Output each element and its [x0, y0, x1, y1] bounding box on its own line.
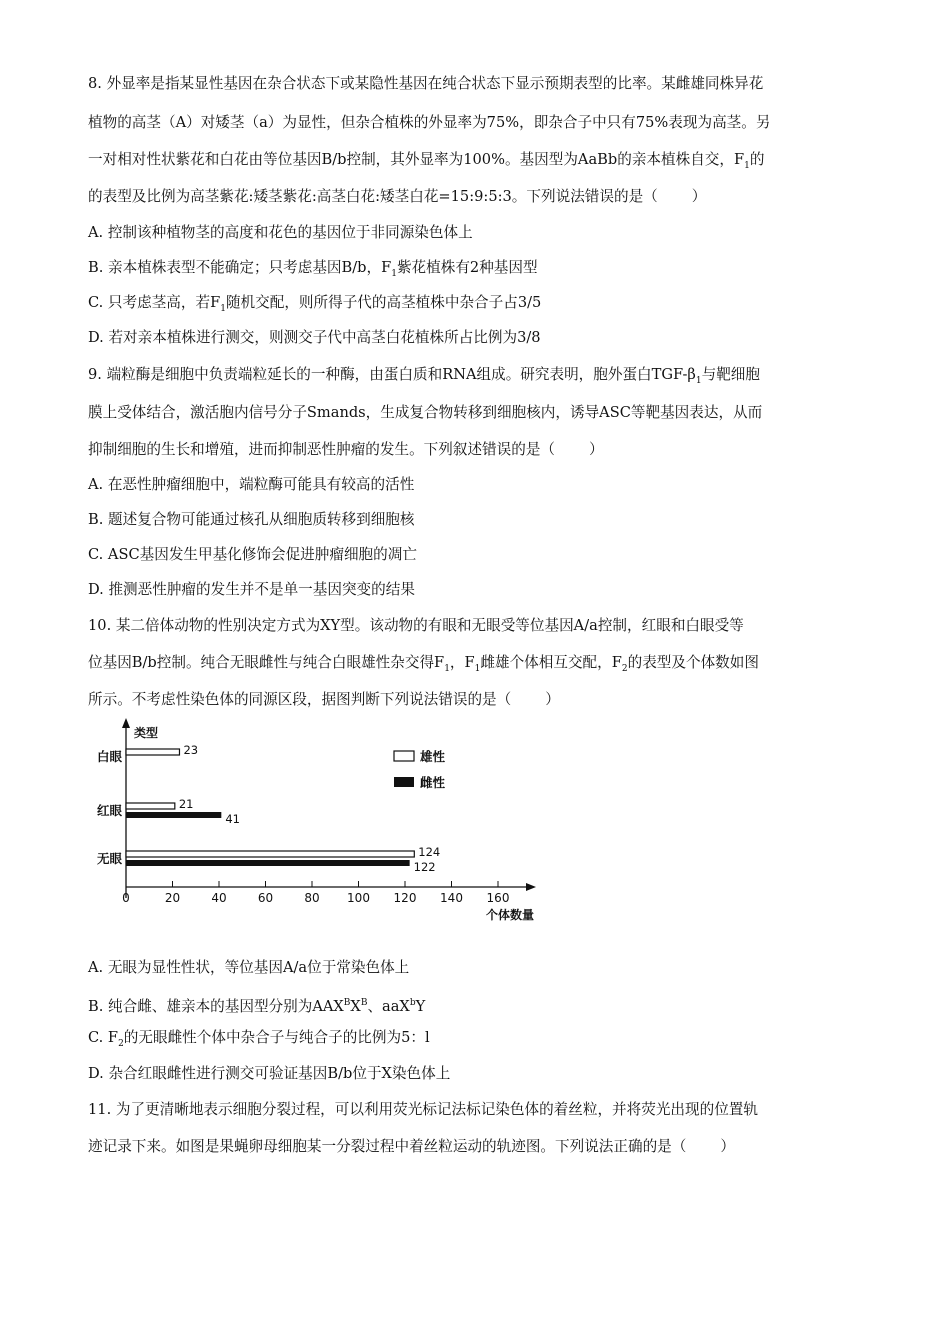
x-tick-label: 80: [304, 891, 320, 905]
bar-male: [126, 749, 179, 755]
q10-stem-line-3: 所示。不考虑性染色体的同源区段，据图判断下列说法错误的是（ ）: [88, 691, 560, 708]
x-tick-label: 160: [486, 891, 510, 905]
q8-option-c: C. 只考虑茎高，若$F_1$随机交配，则所得子代的高茎植株中杂合子占3/5: [88, 294, 542, 314]
q8-option-a: A. 控制该种植物茎的高度和花色的基因位于非同源染色体上: [88, 224, 473, 241]
x-axis-arrow: [526, 883, 536, 891]
q9-stem-line-3: 抑制细胞的生长和增殖，进而抑制恶性肿瘤的发生。下列叙述错误的是（ ）: [88, 441, 604, 458]
q11-stem-line-2: 迹记录下来。如图是果蝇卵母细胞某一分裂过程中着丝粒运动的轨迹图。下列说法正确的是（ ）: [88, 1138, 735, 1155]
q8-option-b: B. 亲本植株表型不能确定；只考虑基因B/b，$F_1$紫花植株有2种基因型: [88, 259, 538, 279]
q9-option-d: D. 推测恶性肿瘤的发生并不是单一基因突变的结果: [88, 581, 415, 598]
q10-stem-line-2: 位基因B/b控制。纯合无眼雌性与纯合白眼雄性杂交得$F_1$，$F_1$雌雄个体相互交配，$F_2$的表型及个体数如图: [88, 654, 759, 674]
category-label: 红眼: [96, 803, 122, 818]
phenotype-bar-chart: [88, 716, 548, 926]
legend-swatch-male: [394, 751, 414, 761]
x-tick-label: 20: [164, 891, 181, 905]
bar-male: [126, 851, 414, 857]
q9-option-c: C. ASC基因发生甲基化修饰会促进肿瘤细胞的凋亡: [88, 546, 417, 563]
data-label-female: 41: [225, 812, 240, 826]
q10-option-c: C. $F_2$的无眼雌性个体中杂合子与纯合子的比例为5：l: [88, 1029, 430, 1049]
bar-female: [126, 812, 221, 818]
q10-option-d: D. 杂合红眼雌性进行测交可验证基因B/b位于X染色体上: [88, 1065, 451, 1082]
category-label: 白眼: [96, 749, 122, 764]
q8-option-d: D. 若对亲本植株进行测交，则测交子代中高茎白花植株所占比例为3/8: [88, 329, 541, 346]
legend-swatch-female: [394, 777, 414, 787]
q10-option-b: B. 纯合雌、雄亲本的基因型分别为$AAX^BX^B$、aaX$^b$Y: [88, 997, 426, 1015]
legend-label-male: 雄性: [420, 749, 446, 764]
y-axis-title: 类型: [134, 726, 159, 740]
q9-stem-line-2: 膜上受体结合，激活胞内信号分子Smands，生成复合物转移到细胞核内，诱导ASC等靶基因表达，从而: [88, 404, 763, 421]
x-tick-label: 60: [257, 891, 274, 905]
x-axis-title: 个体数量: [486, 908, 535, 922]
data-label-male: 21: [178, 797, 194, 811]
legend-label-female: 雌性: [420, 775, 446, 790]
q10-option-a: A. 无眼为显性性状，等位基因A/a位于常染色体上: [88, 959, 410, 976]
bar-male: [126, 803, 175, 809]
q8-stem-line-2: 植物的高茎（A）对矮茎（a）为显性，但杂合植株的外显率为75%，即杂合子中只有75%表现为高茎。另: [88, 114, 771, 131]
q9-option-b: B. 题述复合物可能通过核孔从细胞质转移到细胞核: [88, 511, 415, 528]
x-tick-label: 40: [211, 891, 227, 905]
y-axis-arrow: [122, 718, 130, 728]
bar-female: [126, 860, 410, 866]
q8-stem-line-1: 8. 外显率是指某显性基因在杂合状态下或某隐性基因在纯合状态下显示预期表型的比率。某雌雄同株异花: [88, 75, 764, 92]
x-tick-label: 100: [347, 891, 370, 905]
q9-option-a: A. 在恶性肿瘤细胞中，端粒酶可能具有较高的活性: [88, 476, 415, 493]
x-tick-label: 120: [393, 891, 417, 905]
q10-stem-line-1: 10. 某二倍体动物的性别决定方式为XY型。该动物的有眼和无眼受等位基因A/a控制，红眼和白眼受等: [88, 617, 744, 634]
x-tick-label: 140: [440, 891, 463, 905]
q9-stem-line-1: 9. 端粒酶是细胞中负责端粒延长的一种酶，由蛋白质和RNA组成。研究表明，胞外蛋白TGF-$\beta_1$与靶细胞: [88, 366, 760, 386]
x-tick-label: 0: [122, 891, 130, 905]
data-label-male: 124: [418, 845, 441, 859]
q8-stem-line-3: 一对相对性状紫花和白花由等位基因B/b控制，其外显率为100%。基因型为AaBb的亲本植株自交，$F_1$的: [88, 151, 765, 171]
data-label-female: 122: [413, 860, 436, 874]
data-label-male: 23: [183, 743, 199, 757]
q11-stem-line-1: 11. 为了更清晰地表示细胞分裂过程，可以利用荧光标记法标记染色体的着丝粒，并将荧光出现的位置轨: [88, 1101, 758, 1118]
q8-stem-line-4: 的表型及比例为高茎紫花:矮茎紫花:高茎白花:矮茎白花=15:9:5:3。下列说法错误的是（ ）: [88, 188, 707, 205]
category-label: 无眼: [96, 851, 122, 866]
